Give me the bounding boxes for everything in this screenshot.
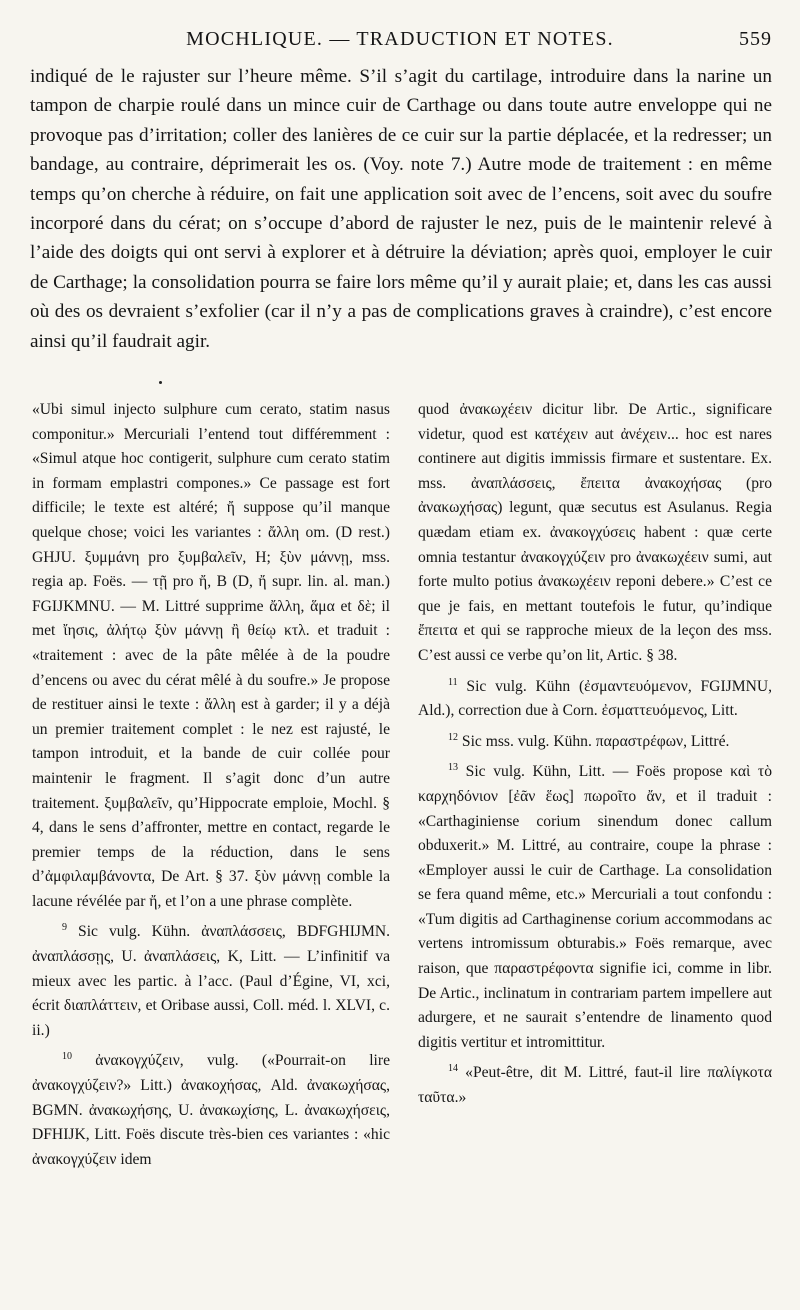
note-8-continuation: «Ubi simul injecto sulphure cum cerato, statim nasus componitur.» Mercuriali l’entend tout différemment : «Simul atque hoc contigerit, sulphure cum cerato statim in formam emplastri compones.» Ce passage est fort difficile; le texte est altéré; ἤ suppose qu’il manque quelque chose; voici les variantes : ἄλλη om. (D rest.) GHJU. ξυμμάνη pro ξυμβαλεῖν, H; ξὺν μάννῃ, mss. regia ap. Foës. — τῇ pro ἤ, B (D, ἤ supr. lin. al. man.) FGIJKMNU. — M. Littré supprime ἄλλη, ἅμα et δὲ; il met ἴησις, ἀλήτῳ ξὺν μάννῃ ἢ θείῳ κτλ. et traduit : «traitement : avec de la pâte mêlée à de la poudre d’encens ou avec du cérat mêlé à du soufre.» Je propose de restituer ainsi le texte : ἄλλη est à garder; il y a déjà un premier traitement complet : le nez est rajusté, le tampon introduit, et la bande de cuir collée pour maintenir le fragment. Il s’agit donc d’un autre traitement. ξυμβαλεῖν, qu’Hippocrate emploie, Mochl. § 4, dans le sens d’affronter, mettre en contact, regarde le premier temps de la réduction, dans le sens d’ἀμφιλαμβάνοντα, De Art. § 37. ξὺν μάννῃ comble la lacune révélée par ἤ, et l’on a une phrase complète. bbox=[32, 401, 390, 910]
note-14-number: 14 bbox=[448, 1063, 458, 1075]
notes-column-left bbox=[32, 398, 390, 1172]
notes-column-right bbox=[418, 398, 772, 1111]
note-10-number: 10 bbox=[62, 1051, 72, 1063]
note-12-number: 12 bbox=[448, 731, 458, 743]
note-13-text: Sic vulg. Kühn, Litt. — Foës propose καὶ τὸ καρχηδόνιον [ἐᾶν ἕως] πωροῖτο ἄν, et il traduit : «Carthaginiense corium sinendum donec callum obduxerit.» M. Littré, au contraire, coupe la phrase : «Employer aussi le cuir de Carthage. La consolidation se fera quand même, etc.» Mercuriali a tout confondu : «Tum digitis ad Carthaginense corium accommodans ac vertens intromissum obturabis.» Foës remarque, avec raison, que παραστρέφοντα signifie ici, comme in libr. De Artic., inclinatum in contrariam partem impellere aut adurgere, et ne saurait s’entendre de linamento quod digitis vertitur et intromittitur. bbox=[418, 763, 772, 1051]
note-12-text: Sic mss. vulg. Kühn. παραστρέφων, Littré. bbox=[461, 732, 730, 750]
note-12 bbox=[418, 730, 772, 755]
note-10-text: ἀνακογχύζειν, vulg. («Pourrait-on lire ἀνακογχύζειν?» Litt.) ἀνακοχήσας, Ald. ἀνακωχήσας, BGMN. ἀνακωχήσης, U. ἀνακωχίσης, L. ἀνακωχήσεις, DFHIJK, Litt. Foës discute très-bien ces variantes : «hic ἀνακογχύζειν idem bbox=[32, 1052, 390, 1168]
note-9-number: 9 bbox=[62, 922, 67, 934]
running-header bbox=[0, 26, 800, 56]
translation-paragraph: indiqué de le rajuster sur l’heure même. S’il s’agit du cartilage, introduire dans la narine un tampon de charpie roulé dans un mince cuir de Carthage ou dans toute autre enveloppe qui ne provoque pas d’irritation; coller des lanières de ce cuir sur la partie déplacée, et la redresser; un bandage, au contraire, déprimerait les os. (Voy. note 7.) Autre mode de traitement : en même temps qu’on cherche à réduire, on fait une application soit avec de l’encens, soit avec du soufre incorporé dans du cérat; on s’occupe d’abord de rajuster le nez, puis de le maintenir relevé à l’aide des doigts qui ont servi à explorer et à détruire la déviation; après quoi, employer le cuir de Carthage; la consolidation pourra se faire lors même qu’il y aurait plaie; et, dans les cas aussi où des os devraient s’exfolier (car il n’y a pas de complications graves à craindre), c’est encore ainsi qu’il faudrait agir. bbox=[30, 66, 772, 352]
note-11 bbox=[418, 675, 772, 724]
note-13 bbox=[418, 760, 772, 1055]
note-10-continuation: quod ἀνακωχέειν dicitur libr. De Artic., significare videtur, quod est κατέχειν aut ἀνέχειν... hoc est nares continere aut digitis immissis firmare et sustentare. Ex. mss. ἀναπλάσσεις, ἔπειτα ἀνακοχήσας (pro ἀνακωχήσας) legunt, quæ secutus est Asulanus. Regia quædam etiam ex. ἀνακογχύσεις habent : quæ certe omnia testantur ἀνακογχύζειν pro ἀνακωχέειν sumi, aut forte multo potius ἀνακωχέειν reponi debere.» C’est ce que je fais, en mettant toutefois le futur, qu’indique ἔπειτα et qui se rapproche mieux de la leçon des mss. C’est aussi ce verbe qu’on lit, Artic. § 38. bbox=[418, 401, 772, 664]
running-title: MOCHLIQUE. — TRADUCTION ET NOTES. bbox=[186, 28, 614, 50]
note-11-number: 11 bbox=[448, 676, 458, 688]
ink-dot bbox=[159, 381, 162, 384]
note-11-text: Sic vulg. Kühn (ἐσμαντευόμενον, FGIJMNU, Ald.), correction due à Corn. ἐσματτευόμενος, Litt. bbox=[418, 677, 772, 720]
note-13-number: 13 bbox=[448, 762, 458, 774]
note-10 bbox=[32, 1049, 390, 1172]
note-9 bbox=[32, 920, 390, 1043]
note-14-text: «Peut-être, dit M. Littré, faut-il lire παλίγκοτα ταῦτα.» bbox=[418, 1064, 772, 1107]
note-14 bbox=[418, 1061, 772, 1110]
note-9-text: Sic vulg. Kühn. ἀναπλάσσεις, BDFGHIJMN. ἀναπλάσσῃς, U. ἀναπλάσεις, K, Litt. — L’infinitif va mieux avec les partic. à l’acc. (Paul d’Égine, VI, xci, écrit διαπλάττειν, et Oribase aussi, Coll. méd. l. XLVI, c. ii.) bbox=[32, 923, 390, 1039]
page-number: 559 bbox=[739, 28, 772, 50]
translation-text bbox=[30, 62, 772, 356]
